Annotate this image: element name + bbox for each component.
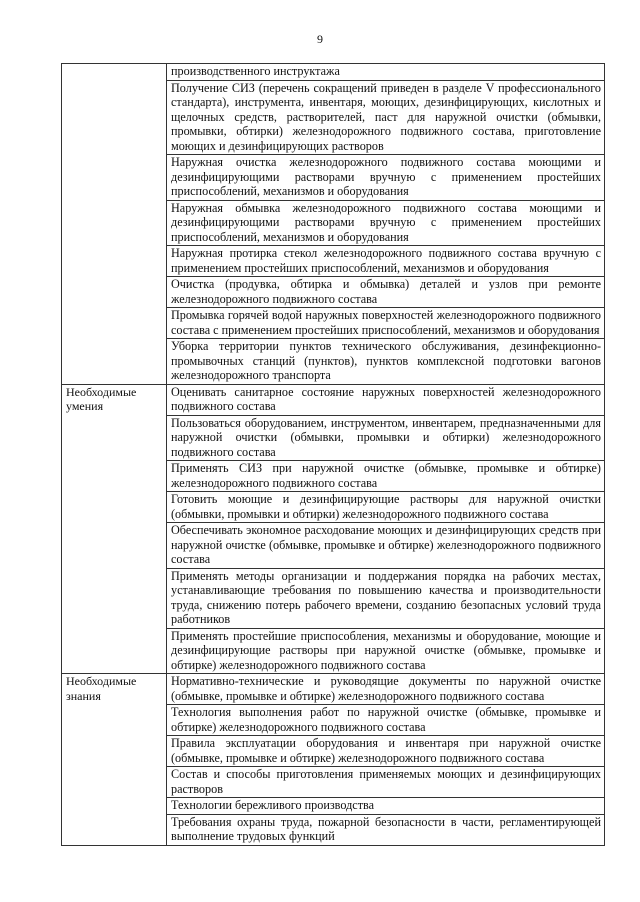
list-item: Состав и способы приготовления применяемых моющих и дезинфицирующих растворов bbox=[167, 766, 604, 797]
list-item: Получение СИЗ (перечень сокращений приведен в разделе V профессионального стандарта), инструмента, инвентаря, моющих, дезинфицирующих, кислотных и щелочных средств, растворителей, паст для наружной очистки (обмывки, промывки, обтирки) железнодорожного подвижного состава, приготовление моющих и дезинфицирующих растворов bbox=[167, 80, 604, 155]
list-item: Оценивать санитарное состояние наружных поверхностей железнодорожного подвижного состава bbox=[171, 384, 601, 413]
list-item: Наружная обмывка железнодорожного подвижного состава моющими и дезинфицирующими растворами вручную с применением простейших приспособлений, механизмов и оборудования bbox=[167, 200, 604, 246]
list-item: Очистка (продувка, обтирка и обмывка) деталей и узлов при ремонте железнодорожного подвижного состава bbox=[167, 276, 604, 307]
list-item: Промывка горячей водой наружных поверхностей железнодорожного подвижного состава с применением простейших приспособлений, механизмов и оборудования bbox=[167, 307, 604, 338]
list-item: Требования охраны труда, пожарной безопасности в части, регламентирующей выполнение трудовых функций bbox=[167, 814, 604, 845]
list-item: Технология выполнения работ по наружной очистке (обмывке, промывке и обтирке) железнодорожного подвижного состава bbox=[167, 704, 604, 735]
section-label bbox=[62, 64, 167, 385]
list-item: производственного инструктажа bbox=[171, 64, 340, 78]
list-item: Правила эксплуатации оборудования и инвентаря при наружной очистке (обмывке, промывке и обтирке) железнодорожного подвижного состава bbox=[167, 735, 604, 766]
table-row bbox=[62, 64, 605, 385]
list-item: Применять методы организации и поддержания порядка на рабочих местах, устанавливающие требования по повышению качества и производительности труда, снижению потерь рабочего времени, созданию безопасных условий труда работников bbox=[167, 568, 604, 628]
list-item: Применять простейшие приспособления, механизмы и оборудование, моющие и дезинфицирующие растворы при наружной очистке (обмывке, промывке и обтирке) железнодорожного подвижного состава bbox=[167, 628, 604, 674]
page-number: 9 bbox=[317, 32, 323, 46]
requirements-table bbox=[61, 63, 605, 846]
list-item: Наружная протирка стекол железнодорожного подвижного состава вручную с применением простейших приспособлений, механизмов и оборудования bbox=[167, 245, 604, 276]
list-item: Пользоваться оборудованием, инструментом, инвентарем, предназначенными для наружной очистки (обмывки, промывки и обтирки) железнодорожного подвижного состава bbox=[167, 415, 604, 461]
list-item: Нормативно-технические и руководящие документы по наружной очистке (обмывке, промывке и обтирке) железнодорожного подвижного состава bbox=[171, 674, 601, 703]
table-row bbox=[62, 384, 605, 674]
requirements-table-body bbox=[62, 64, 605, 846]
table-row bbox=[62, 674, 605, 846]
section-items bbox=[167, 384, 605, 674]
list-item: Обеспечивать экономное расходование моющих и дезинфицирующих средств при наружной очистке (обмывке, промывке и обтирке) железнодорожного подвижного состава bbox=[167, 522, 604, 568]
section-items bbox=[167, 674, 605, 846]
list-item: Уборка территории пунктов технического обслуживания, дезинфекционно-промывочных станций (пунктов), пунктов комплексной подготовки вагонов железнодорожного транспорта bbox=[167, 338, 604, 384]
list-item: Готовить моющие и дезинфицирующие растворы для наружной очистки (обмывки, промывки и обтирки) железнодорожного подвижного состава bbox=[167, 491, 604, 522]
section-label: Необходимые знания bbox=[62, 674, 167, 846]
section-items bbox=[167, 64, 605, 385]
list-item: Технологии бережливого производства bbox=[167, 797, 604, 814]
section-label: Необходимые умения bbox=[62, 384, 167, 674]
list-item: Применять СИЗ при наружной очистке (обмывке, промывке и обтирке) железнодорожного подвижного состава bbox=[167, 460, 604, 491]
list-item: Наружная очистка железнодорожного подвижного состава моющими и дезинфицирующими растворами вручную с применением простейших приспособлений, механизмов и оборудования bbox=[167, 154, 604, 200]
